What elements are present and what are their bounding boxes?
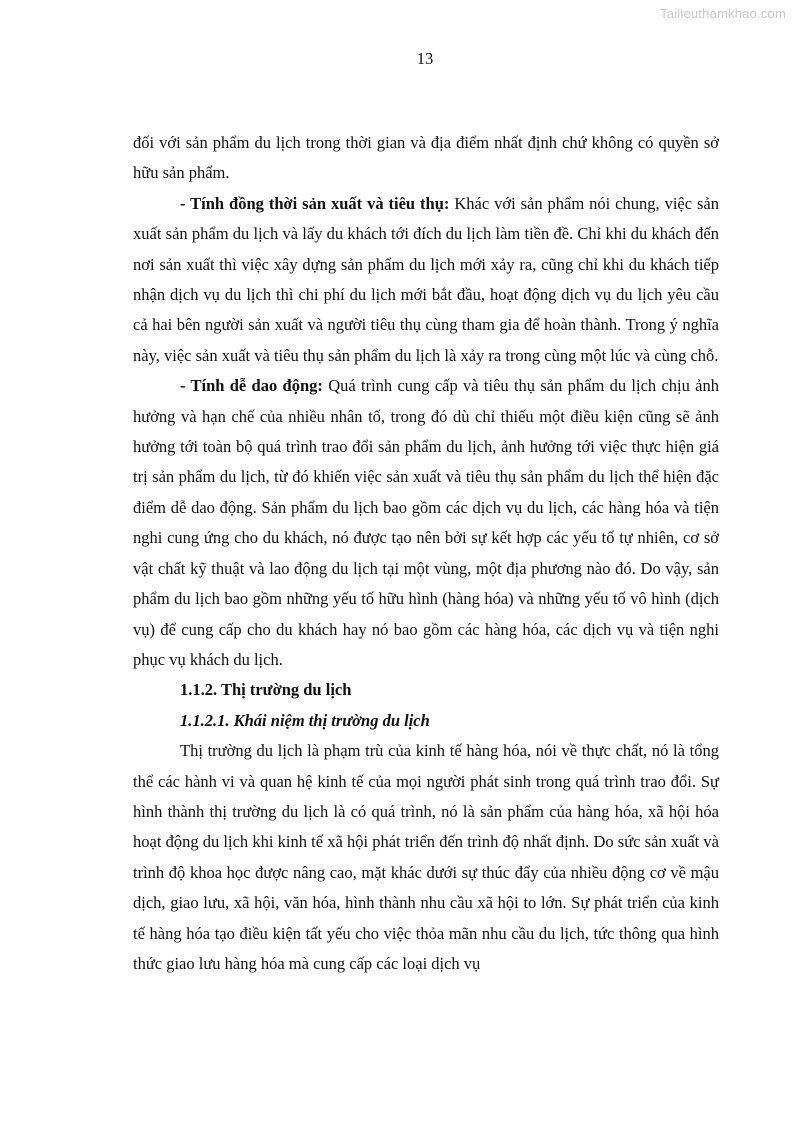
page-number: 13 [416,49,434,68]
subsection-heading: 1.1.2.1. Khái niệm thị trường du lịch [180,710,430,730]
watermark-text: Tailieuthamkhao.com [660,6,786,21]
term-volatility: - Tính dễ dao động: [180,376,323,396]
paragraph-simultaneity-text: Khác với sản phẩm nói chung, việc sản xuất sản phẩm du lịch và lấy du khách tới đích du lịch làm tiền đề. Chỉ khi du khách đến nơi sản xuất thì việc xây dựng sản phẩm du lịch mới xảy ra, cũng chỉ khi du khách tiếp nhận dịch vụ du lịch thì chi phí du lịch mới bắt đầu, hoạt động dịch vụ du lịch yêu cầu cả hai bên người sản xuất và người tiêu thụ cùng tham gia để hoàn thành. Trong ý nghĩa này, việc sản xuất và tiêu thụ sản phẩm du lịch là xảy ra trong cùng một lúc và cùng chỗ. [133,193,719,365]
paragraph-simultaneity [133,189,719,371]
term-simultaneity: - Tính đồng thời sản xuất và tiêu thụ: [180,193,450,213]
paragraph-volatility [133,371,719,675]
paragraph-volatility-text: Quá trình cung cấp và tiêu thụ sản phẩm du lịch chịu ảnh hưởng và hạn chế của nhiều nhân tố, trong đó dù chỉ thiếu một điều kiện cũng sẽ ảnh hưởng tới toàn bộ quá trình trao đổi sản phẩm du lịch, ảnh hưởng tới việc thực hiện giá trị sản phẩm du lịch, từ đó khiến việc sản xuất và tiêu thụ sản phẩm du lịch thể hiện đặc điểm dễ dao động. Sản phẩm du lịch bao gồm các dịch vụ du lịch, các hàng hóa và tiện nghi cung ứng cho du khách, nó được tạo nên bởi sự kết hợp các yếu tố tự nhiên, cơ sở vật chất kỹ thuật và lao động du lịch tại một vùng, một địa phương nào đó. Do vậy, sản phẩm du lịch bao gồm những yếu tố hữu hình (hàng hóa) và những yếu tố vô hình (dịch vụ) để cung cấp cho du khách hay nó bao gồm các hàng hóa, các dịch vụ và tiện nghi phục vụ khách du lịch. [133,376,719,669]
section-heading: 1.1.2. Thị trường du lịch [180,680,352,700]
paragraph-market-concept: Thị trường du lịch là phạm trù của kinh tế hàng hóa, nói về thực chất, nó là tổng thể các hành vi và quan hệ kinh tế của mọi người phát sinh trong quá trình trao đổi. Sự hình thành thị trường du lịch là có quá trình, nó là sản phẩm của hàng hóa, xã hội hóa hoạt động du lịch khi kinh tế xã hội phát triển đến trình độ nhất định. Do sức sản xuất và trình độ khoa học được nâng cao, mặt khác dưới sự thúc đẩy của nhiều động cơ về mậu dịch, giao lưu, xã hội, văn hóa, hình thành nhu cầu xã hội to lớn. Sự phát triển của kinh tế hàng hóa tạo điều kiện tất yếu cho việc thỏa mãn nhu cầu du lịch, tức thông qua hình thức giao lưu hàng hóa mà cung cấp các loại dịch vụ [133,741,719,973]
paragraph-continuation: đối với sản phẩm du lịch trong thời gian và địa điểm nhất định chứ không có quyền sở hữu sản phẩm. [133,133,719,183]
document-body [133,128,719,979]
